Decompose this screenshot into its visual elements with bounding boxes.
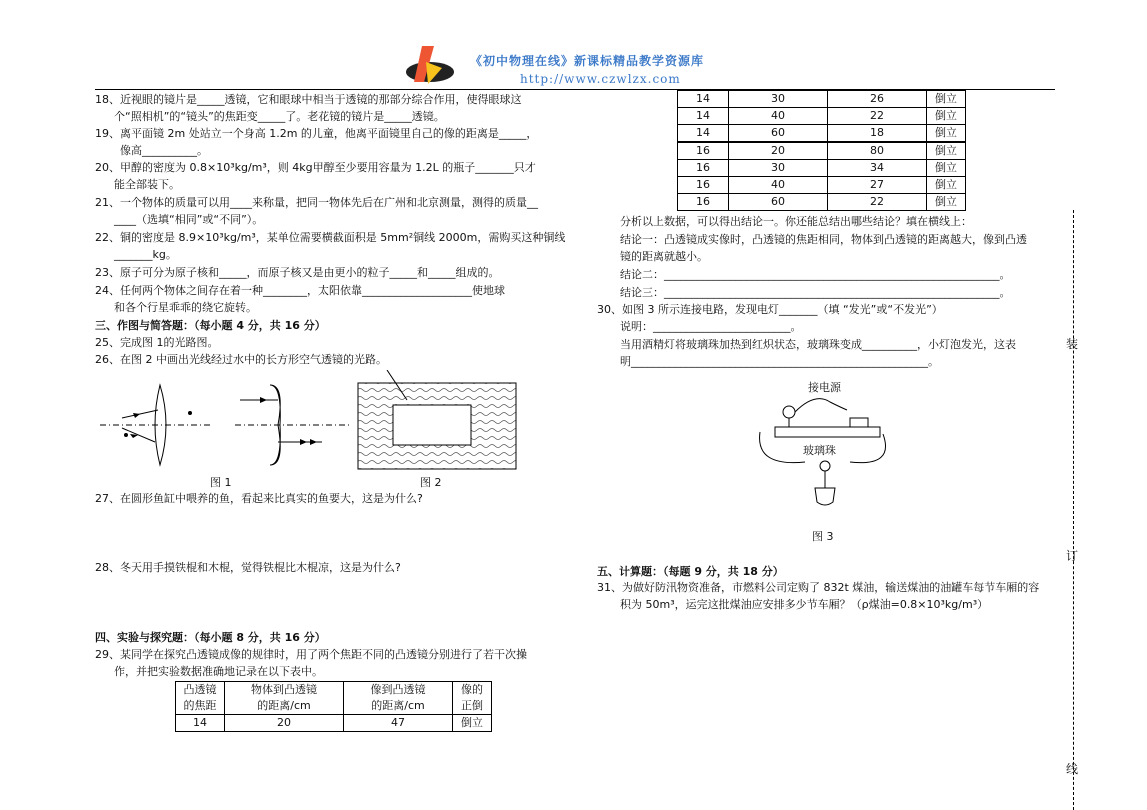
q20-line2: 能全部装下。 (114, 178, 180, 191)
cell: 40 (729, 108, 828, 125)
cell: 倒立 (927, 91, 966, 108)
cell: 34 (828, 160, 927, 177)
table-row (678, 160, 966, 177)
cell: 14 (678, 125, 729, 143)
cell: 16 (678, 194, 729, 211)
cell: 20 (729, 142, 828, 160)
q30-line3: 当用酒精灯将玻璃珠加热到红炽状态，玻璃珠变成__________，小灯泡发光，这表 (620, 338, 1016, 351)
table-row (678, 194, 966, 211)
q25: 25、完成图 1的光路图。 (95, 336, 219, 349)
q29-line1: 29、某同学在探究凸透镜成像的规律时，用了两个焦距不同的凸透镜分别进行了若干次操 (95, 648, 527, 661)
cell: 14 (678, 108, 729, 125)
header-title: 《初中物理在线》新课标精品教学资源库 (470, 54, 705, 68)
q30-line4: 明______________________________________________________。 (620, 355, 939, 368)
bead-label: 玻璃珠 (803, 444, 836, 457)
experiment-table-part2 (677, 90, 966, 211)
binding-zhuang: 装 (1066, 337, 1079, 351)
cell: 倒立 (927, 142, 966, 160)
cell: 倒立 (927, 177, 966, 194)
cell: 倒立 (927, 160, 966, 177)
q20-line1: 20、甲醇的密度为 0.8×10³kg/m³，则 4kg甲醇至少要用容量为 1.2L 的瓶子_______只才 (95, 161, 536, 174)
binding-line (1073, 210, 1074, 810)
q21-line1: 21、一个物体的质量可以用____来称量，把同一物体先后在广州和北京测量，测得的质量__ (95, 196, 538, 209)
cell: 30 (729, 91, 828, 108)
table-header-row (176, 682, 492, 715)
header-logo (400, 42, 460, 92)
q23: 23、原子可分为原子核和_____，而原子核又是由更小的粒子_____和_____组成的。 (95, 266, 500, 279)
q18-line1: 18、近视眼的镜片是_____透镜，它和眼球中相当于透镜的那部分综合作用，使得眼球这 (95, 93, 522, 106)
conclusion-3: 结论三：_____________________________________________________________。 (620, 286, 1011, 299)
figure-1-lens-diagrams (100, 380, 350, 470)
q28: 28、冬天用手摸铁棍和木棍，觉得铁棍比木棍凉，这是为什么? (95, 561, 401, 574)
experiment-table-part1 (175, 681, 492, 732)
cell: 16 (678, 142, 729, 160)
cell: 倒立 (927, 108, 966, 125)
q31-line2: 积为 50m³，运完这批煤油应安排多少节车厢？（ρ煤油=0.8×10³kg/m³） (620, 598, 989, 611)
q19-line1: 19、离平面镜 2m 处站立一个身高 1.2m 的儿童，他离平面镜里自己的像的距离是_____， (95, 127, 538, 140)
conclusion-1-line2: 镜的距离就越小。 (620, 250, 708, 263)
q21-line2: ____（选填“相同”或“不同”）。 (114, 213, 264, 226)
q30-line1: 30、如图 3 所示连接电路，发现电灯_______（填 “发光”或“不发光”） (597, 303, 943, 316)
cell: 40 (729, 177, 828, 194)
q24-line1: 24、任何两个物体之间存在着一种________，太阳依靠____________________使地球 (95, 284, 505, 297)
cell: 60 (729, 194, 828, 211)
conclusion-1-line1: 结论一：凸透镜成实像时，凸透镜的焦距相同，物体到凸透镜的距离越大，像到凸透 (620, 233, 1027, 246)
q30-line2: 说明：_________________________。 (620, 320, 802, 333)
q19-line2: 像高__________。 (120, 144, 208, 157)
cell: 30 (729, 160, 828, 177)
header-orientation: 像的 正倒 (453, 682, 492, 715)
q31-line1: 31、为做好防汛物资准备，市燃料公司定购了 832t 煤油，输送煤油的油罐车每节车厢的容 (597, 581, 1040, 594)
section-5-heading: 五、计算题：（每题 9 分，共 18 分） (597, 565, 784, 578)
cell: 倒立 (927, 125, 966, 143)
table-row (678, 108, 966, 125)
q18-line2: 个“照相机”的“镜头”的焦距变_____了。老花镜的镜片是_____透镜。 (114, 110, 445, 123)
cell: 倒立 (927, 194, 966, 211)
header-url[interactable]: http://www.czwlzx.com (520, 72, 681, 86)
figure-1-caption: 图 1 (210, 476, 232, 489)
q26: 26、在图 2 中画出光线经过水中的长方形空气透镜的光路。 (95, 353, 387, 366)
q29-line2: 作，并把实验数据准确地记录在以下表中。 (114, 665, 323, 678)
conclusion-2: 结论二：_____________________________________________________________。 (620, 268, 1011, 281)
binding-xian: 线 (1066, 762, 1079, 776)
header-object-distance: 物体到凸透镜 的距离/cm (225, 682, 344, 715)
cell: 22 (828, 194, 927, 211)
q22-line1: 22、铜的密度是 8.9×10³kg/m³，某单位需要横截面积是 5mm²铜线 2000m，需购买这种铜线 (95, 231, 566, 244)
q27: 27、在圆形鱼缸中喂养的鱼，看起来比真实的鱼要大，这是为什么? (95, 492, 423, 505)
cell: 14 (678, 91, 729, 108)
cell: 47 (344, 715, 453, 732)
table-row (678, 125, 966, 143)
cell: 18 (828, 125, 927, 143)
power-label: 接电源 (808, 381, 841, 394)
cell: 22 (828, 108, 927, 125)
cell: 60 (729, 125, 828, 143)
cell: 26 (828, 91, 927, 108)
cell: 27 (828, 177, 927, 194)
cell: 16 (678, 160, 729, 177)
section-4-heading: 四、实验与探究题：（每小题 8 分，共 16 分） (95, 631, 326, 644)
figure-3-caption: 图 3 (812, 530, 834, 543)
figure-2-caption: 图 2 (420, 476, 442, 489)
header-focal: 凸透镜 的焦距 (176, 682, 225, 715)
cell: 16 (678, 177, 729, 194)
cell: 倒立 (453, 715, 492, 732)
analysis-prompt: 分析以上数据，可以得出结论一。你还能总结出哪些结论？填在横线上： (620, 215, 972, 228)
header-image-distance: 像到凸透镜 的距离/cm (344, 682, 453, 715)
cell: 14 (176, 715, 225, 732)
table-row (678, 91, 966, 108)
section-3-heading: 三、作图与简答题：（每小题 4 分，共 16 分） (95, 319, 326, 332)
q24-line2: 和各个行星乖乖的绕它旋转。 (114, 301, 257, 314)
table-row (678, 142, 966, 160)
q22-line2: _______kg。 (114, 248, 177, 261)
table-row (176, 715, 492, 732)
cell: 20 (225, 715, 344, 732)
binding-ding: 订 (1066, 549, 1079, 563)
cell: 80 (828, 142, 927, 160)
figure-2-water-air-lens (357, 370, 517, 470)
table-row (678, 177, 966, 194)
